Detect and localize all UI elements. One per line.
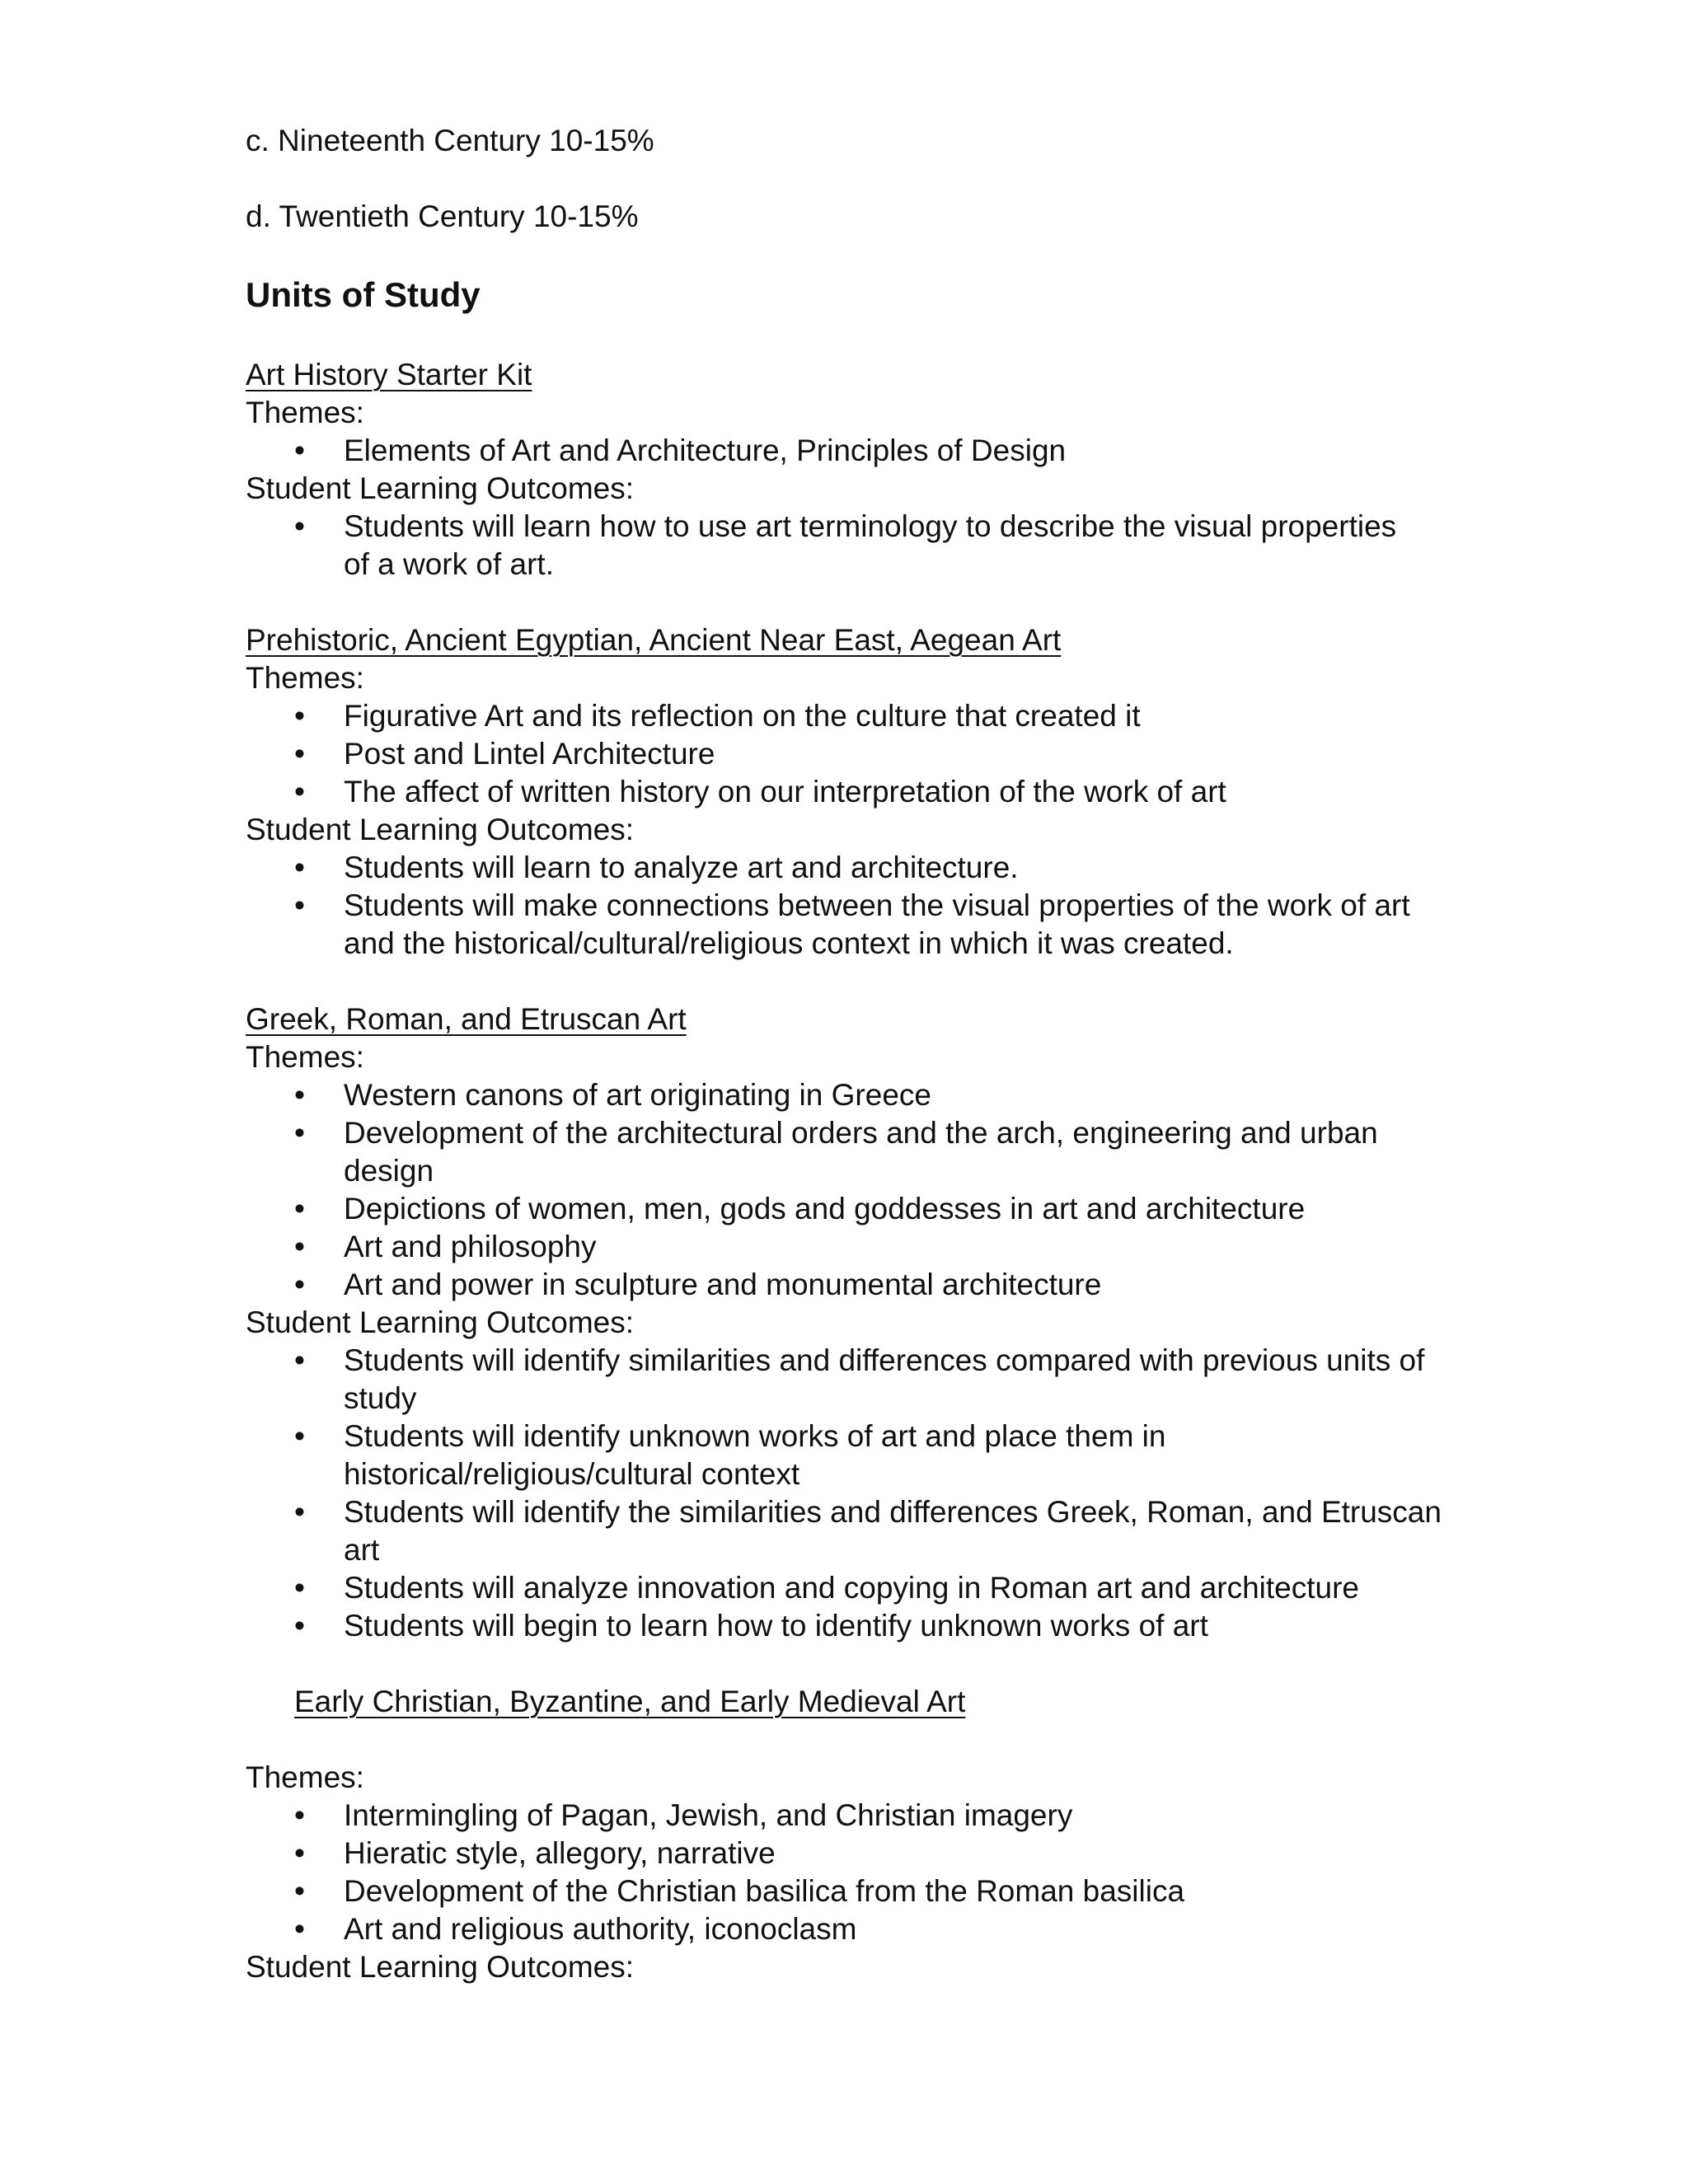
bullet-icon: • [294, 1230, 305, 1263]
bullet-icon: • [294, 1874, 305, 1908]
themes-label: Themes: [246, 661, 364, 695]
theme-text: Western canons of art originating in Greece [344, 1078, 931, 1112]
outcome-text: Students will begin to learn how to identify unknown works of art [344, 1609, 1208, 1643]
bullet-icon: • [294, 1268, 305, 1301]
percent-line-nineteenth-century: c. Nineteenth Century 10-15% [246, 124, 654, 157]
unit-title: Prehistoric, Ancient Egyptian, Ancient Near East, Aegean Art [246, 623, 1062, 657]
percent-line-twentieth-century: d. Twentieth Century 10-15% [246, 199, 639, 233]
bullet-icon: • [294, 1571, 305, 1605]
bullet-icon: • [294, 1343, 305, 1377]
outcome-text: Students will make connections between the visual properties of the work of art and the historical/cultural/religious context in which it was created. [344, 888, 1410, 960]
outcome-text: Students will analyze innovation and copying in Roman art and architecture [344, 1571, 1360, 1605]
bullet-icon: • [294, 775, 305, 808]
theme-text: Art and philosophy [344, 1230, 597, 1263]
theme-text: Depictions of women, men, gods and goddesses in art and architecture [344, 1192, 1306, 1226]
bullet-icon: • [294, 851, 305, 884]
outcomes-label: Student Learning Outcomes: [246, 1305, 635, 1339]
themes-label: Themes: [246, 1760, 364, 1794]
bullet-icon: • [294, 699, 305, 733]
bullet-icon: • [294, 434, 305, 467]
bullet-icon: • [294, 737, 305, 771]
bullet-icon: • [294, 888, 305, 922]
theme-text: Art and religious authority, iconoclasm [344, 1912, 857, 1946]
bullet-icon: • [294, 1912, 305, 1946]
outcome-text: Students will learn to analyze art and architecture. [344, 851, 1019, 884]
theme-text: Figurative Art and its reflection on the culture that created it [344, 699, 1141, 733]
outcome-text: Students will identify unknown works of art and place them in historical/religious/cultural context [344, 1419, 1166, 1491]
theme-text: Intermingling of Pagan, Jewish, and Christian imagery [344, 1798, 1073, 1832]
unit-title: Greek, Roman, and Etruscan Art [246, 1002, 687, 1036]
unit-title: Art History Starter Kit [246, 358, 532, 391]
themes-label: Themes: [246, 1040, 364, 1074]
bullet-icon: • [294, 1078, 305, 1112]
theme-text: Development of the architectural orders and the arch, engineering and urban design [344, 1116, 1378, 1188]
units-of-study-heading: Units of Study [246, 275, 481, 314]
bullet-icon: • [294, 1495, 305, 1529]
bullet-icon: • [294, 1798, 305, 1832]
outcome-text: Students will identify similarities and differences compared with previous units of study [344, 1343, 1425, 1415]
bullet-icon: • [294, 1836, 305, 1870]
outcome-text: Students will learn how to use art terminology to describe the visual properties of a work of art. [344, 509, 1397, 581]
theme-text: The affect of written history on our interpretation of the work of art [344, 775, 1226, 808]
outcome-text: Students will identify the similarities and differences Greek, Roman, and Etruscan art [344, 1495, 1442, 1567]
theme-text: Post and Lintel Architecture [344, 737, 715, 771]
bullet-icon: • [294, 509, 305, 543]
bullet-icon: • [294, 1116, 305, 1150]
unit-title: Early Christian, Byzantine, and Early Medieval Art [294, 1685, 966, 1718]
outcomes-label: Student Learning Outcomes: [246, 813, 635, 846]
themes-label: Themes: [246, 396, 364, 429]
bullet-icon: • [294, 1192, 305, 1226]
theme-text: Hieratic style, allegory, narrative [344, 1836, 776, 1870]
outcomes-label: Student Learning Outcomes: [246, 471, 635, 505]
theme-text: Art and power in sculpture and monumental architecture [344, 1268, 1102, 1301]
theme-text: Elements of Art and Architecture, Principles of Design [344, 434, 1067, 467]
outcomes-label: Student Learning Outcomes: [246, 1950, 635, 1984]
bullet-icon: • [294, 1609, 305, 1643]
theme-text: Development of the Christian basilica from the Roman basilica [344, 1874, 1185, 1908]
bullet-icon: • [294, 1419, 305, 1453]
